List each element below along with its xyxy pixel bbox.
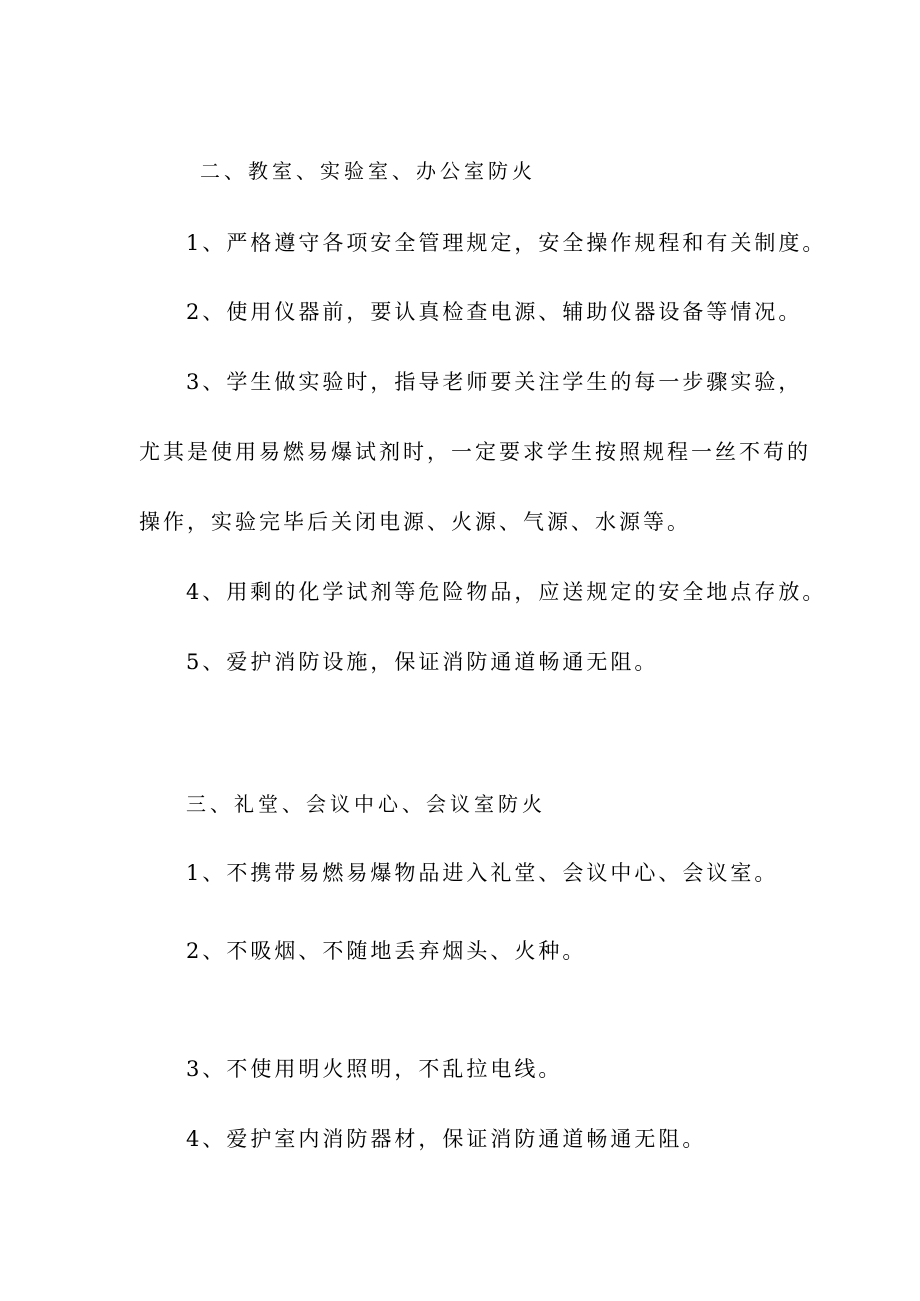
- section-3-item-3: 3、不使用明火照明，不乱拉电线。: [186, 1057, 563, 1081]
- section-2-item-5: 5、爱护消防设施，保证消防通道畅通无阻。: [186, 650, 659, 674]
- section-3-item-1: 1、不携带易燃易爆物品进入礼堂、会议中心、会议室。: [186, 861, 779, 885]
- section-2-item-3-line-1: 3、学生做实验时，指导老师要关注学生的每一步骤实验，: [186, 370, 803, 394]
- section-2-item-3-line-2: 尤其是使用易燃易爆试剂时，一定要求学生按照规程一丝不苟的: [139, 440, 811, 464]
- section-2-item-1: 1、严格遵守各项安全管理规定，安全操作规程和有关制度。: [186, 231, 827, 255]
- section-3-item-2: 2、不吸烟、不随地丢弃烟头、火种。: [186, 939, 587, 963]
- section-2-item-2: 2、使用仪器前，要认真检查电源、辅助仪器设备等情况。: [186, 300, 803, 324]
- section-2-item-3-line-3: 操作，实验完毕后关闭电源、火源、气源、水源等。: [139, 510, 691, 534]
- section-2-item-4: 4、用剩的化学试剂等危险物品，应送规定的安全地点存放。: [186, 580, 827, 604]
- section-2-heading: 二、教室、实验室、办公室防火: [200, 159, 536, 183]
- section-3-heading: 三、礼堂、会议中心、会议室防火: [186, 792, 546, 816]
- section-3-item-4: 4、爱护室内消防器材，保证消防通道畅通无阻。: [186, 1127, 707, 1151]
